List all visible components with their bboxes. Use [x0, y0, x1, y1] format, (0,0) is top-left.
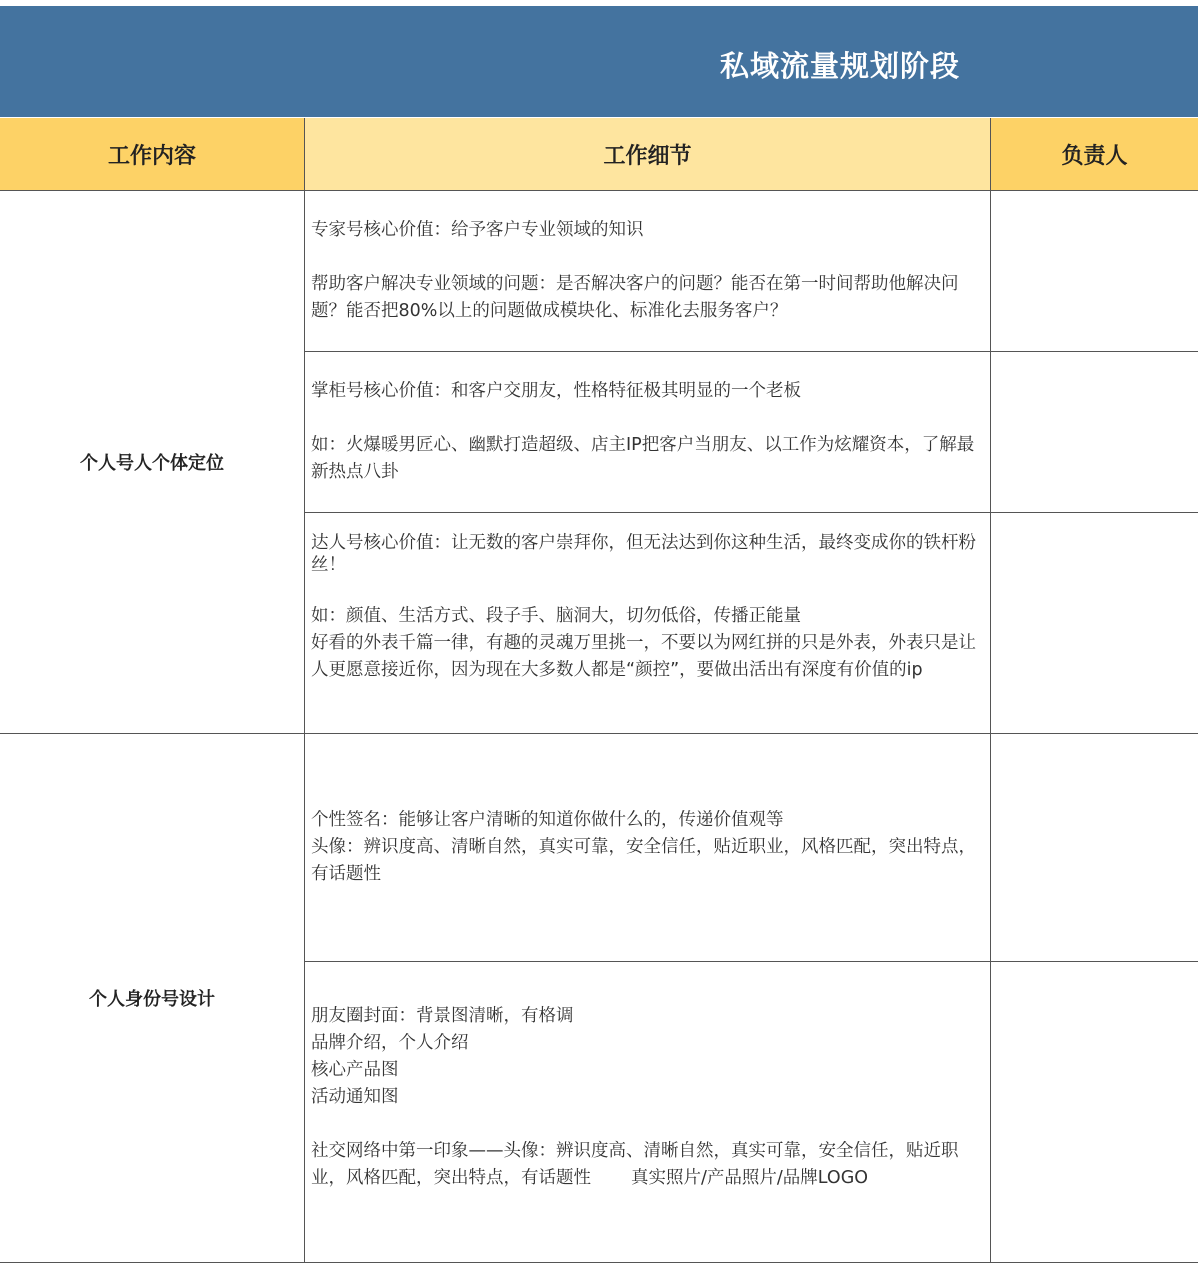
- table-bottom-border: [0, 1262, 1198, 1263]
- detail-line: 个性签名：能够让客户清晰的知道你做什么的，传递价值观等: [311, 810, 784, 830]
- detail-line: 品牌介绍，个人介绍: [311, 1033, 469, 1053]
- detail-line: 如：火爆暖男匠心、幽默打造超级、店主IP把客户当朋友、以工作为炫耀资本，了解最新热点八卦: [311, 435, 975, 482]
- owner-cell: [991, 352, 1198, 512]
- detail-influencer-account: [311, 532, 983, 684]
- detail-line: 专家号核心价值：给予客户专业领域的知识: [311, 220, 644, 240]
- owner-cell: [991, 962, 1198, 1262]
- photo-types-text: 真实照片/产品照片/品牌LOGO: [631, 1168, 869, 1188]
- detail-shopkeeper-account: [311, 378, 983, 486]
- first-impression-text: 社交网络中第一印象——头像：辨识度高、清晰自然，真实可靠，安全信任，贴近职业，风格匹配，突出特点，有话题性: [311, 1141, 959, 1188]
- owner-cell: [991, 513, 1198, 733]
- owner-cell: [991, 734, 1198, 961]
- detail-expert-account: [311, 217, 983, 325]
- detail-line: 帮助客户解决专业领域的问题：是否解决客户的问题？能否在第一时间帮助他解决问题？能否把80%以上的问题做成模块化、标准化去服务客户？: [311, 274, 959, 321]
- detail-line: [311, 1138, 983, 1192]
- detail-line: 掌柜号核心价值：和客户交朋友，性格特征极其明显的一个老板: [311, 381, 801, 401]
- section-label-persona-positioning: 个人号人个体定位: [80, 453, 224, 474]
- owner-cell: [991, 191, 1198, 351]
- detail-line: 达人号核心价值：让无数的客户崇拜你，但无法达到你这种生活，最终变成你的铁杆粉丝！: [311, 533, 976, 575]
- detail-line: 核心产品图: [311, 1060, 399, 1080]
- section-label-identity-design: 个人身份号设计: [89, 989, 215, 1010]
- detail-line: 活动通知图: [311, 1087, 399, 1107]
- title-bar: [0, 6, 1198, 117]
- header-work-detail: 工作细节: [305, 118, 990, 190]
- detail-line: 如：颜值、生活方式、段子手、脑洞大，切勿低俗，传播正能量: [311, 606, 801, 626]
- detail-moments-cover: [311, 1003, 983, 1192]
- header-owner: 负责人: [991, 118, 1198, 190]
- detail-line: 好看的外表千篇一律，有趣的灵魂万里挑一，不要以为网红拼的只是外表，外表只是让人更愿意接近你，因为现在大多数人都是“颜控”，要做出活出有深度有价值的ip: [311, 633, 976, 680]
- column-divider-1: [304, 118, 305, 1262]
- header-work-content: 工作内容: [0, 118, 304, 190]
- detail-line: 头像：辨识度高、清晰自然，真实可靠，安全信任，贴近职业，风格匹配，突出特点，有话题性: [311, 837, 976, 884]
- page-title: 私域流量规划阶段: [720, 49, 961, 83]
- detail-signature-avatar: [311, 807, 983, 888]
- detail-line: 朋友圈封面：背景图清晰，有格调: [311, 1006, 574, 1026]
